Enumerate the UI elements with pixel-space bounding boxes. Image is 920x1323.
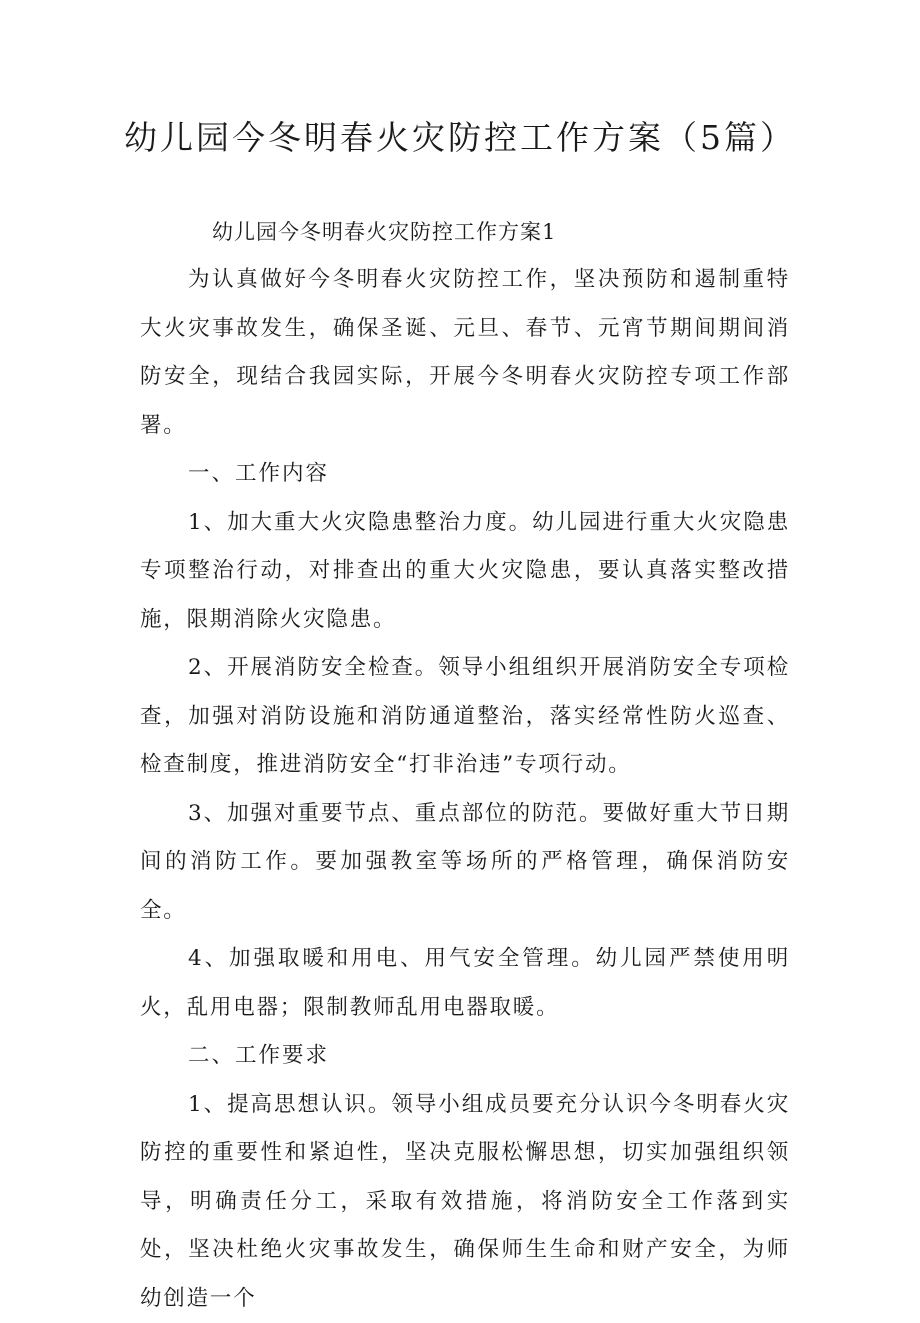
work-content-item-3: 3、加强对重要节点、重点部位的防范。要做好重大节日期间的消防工作。要加强教室等场所的严格管理，确保消防安全。 — [140, 790, 790, 936]
work-content-item-4: 4、加强取暖和用电、用气安全管理。幼儿园严禁使用明火，乱用电器；限制教师乱用电器取暖。 — [140, 935, 790, 1032]
document-body — [140, 208, 790, 1323]
intro-paragraph: 为认真做好今冬明春火灾防控工作，坚决预防和遏制重特大火灾事故发生，确保圣诞、元旦、春节、元宵节期间期间消防安全，现结合我园实际，开展今冬明春火灾防控专项工作部署。 — [140, 256, 790, 450]
work-content-item-2: 2、开展消防安全检查。领导小组组织开展消防安全专项检查，加强对消防设施和消防通道整治，落实经常性防火巡查、检查制度，推进消防安全“打非治违”专项行动。 — [140, 644, 790, 790]
section-subtitle: 幼儿园今冬明春火灾防控工作方案1 — [140, 208, 790, 256]
work-requirements-item-1: 1、提高思想认识。领导小组成员要充分认识今冬明春火灾防控的重要性和紧迫性，坚决克服松懈思想，切实加强组织领导，明确责任分工，采取有效措施，将消防安全工作落到实处，坚决杜绝火灾事故发生，确保师生生命和财产安全，为师幼创造一个 — [140, 1081, 790, 1323]
section-heading-work-requirements: 二、工作要求 — [140, 1032, 790, 1081]
document-title: 幼儿园今冬明春火灾防控工作方案（5篇） — [0, 112, 920, 164]
work-content-item-1: 1、加大重大火灾隐患整治力度。幼儿园进行重大火灾隐患专项整治行动，对排查出的重大火灾隐患，要认真落实整改措施，限期消除火灾隐患。 — [140, 499, 790, 645]
section-heading-work-content: 一、工作内容 — [140, 450, 790, 499]
